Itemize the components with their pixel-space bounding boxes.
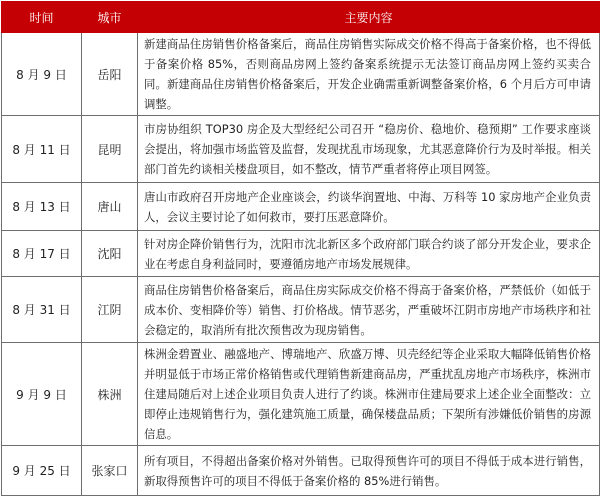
row-content: 针对房企降价销售行为，沈阳市沈北新区多个政府部门联合约谈了部分开发企业，要求企业在考虑自身利益同时，要遵循房地产市场发展规律。 bbox=[138, 231, 600, 277]
row-date: 8 月 17 日 bbox=[2, 231, 82, 277]
row-content: 唐山市政府召开房地产企业座谈会，约谈华润置地、中海、万科等 10 家房地产企业负责人，会议主要讨论了如何救市，要打压恶意降价。 bbox=[138, 183, 600, 231]
header-row bbox=[2, 2, 600, 33]
table-row bbox=[2, 183, 600, 231]
header-time: 时间 bbox=[2, 2, 82, 33]
row-city: 张家口 bbox=[82, 446, 138, 496]
table-row bbox=[2, 116, 600, 183]
row-content: 市房协组织 TOP30 房企及大型经纪公司召开 “稳房价、稳地价、稳预期” 工作要求座谈会提出，将加强市场监管及监督，发现扰乱市场现象，尤其恶意降价行为及时举报。相关部门首先约谈相关楼盘项目，如不整改，情节严重者将停止项目网签。 bbox=[138, 116, 600, 183]
row-city: 唐山 bbox=[82, 183, 138, 231]
row-date: 8 月 11 日 bbox=[2, 116, 82, 183]
row-date: 9 月 25 日 bbox=[2, 446, 82, 496]
row-content: 商品住房销售价格备案后，商品住房实际成交价格不得高于备案价格，严禁低价（如低于成本价、变相降价等）销售、打价格战。情节恶劣，严重破坏江阴市房地产市场秩序和社会稳定的，取消所有批次预售改为现房销售。 bbox=[138, 277, 600, 343]
row-city: 株洲 bbox=[82, 343, 138, 446]
policy-table bbox=[1, 1, 600, 496]
row-date: 8 月 13 日 bbox=[2, 183, 82, 231]
row-city: 江阴 bbox=[82, 277, 138, 343]
row-city: 昆明 bbox=[82, 116, 138, 183]
header-content: 主要内容 bbox=[138, 2, 600, 33]
row-content: 株洲金碧置业、融盛地产、博瑞地产、欣盛万博、贝壳经纪等企业采取大幅降低销售价格并明显低于市场正常价格销售或代理销售新建商品房，严重扰乱房地产市场秩序，株洲市住建局随后对上述企业项目负责人进行了约谈。株洲市住建局要求上述企业全面整改：立即停止违规销售行为，强化建筑施工质量，确保楼盘品质；下架所有涉嫌低价销售的房源信息。 bbox=[138, 343, 600, 446]
row-date: 9 月 9 日 bbox=[2, 343, 82, 446]
row-content: 所有项目，不得超出备案价格对外销售。已取得预售许可的项目不得低于成本进行销售，新取得预售许可的项目不得低于备案价格的 85%进行销售。 bbox=[138, 446, 600, 496]
table-row bbox=[2, 231, 600, 277]
row-date: 8 月 31 日 bbox=[2, 277, 82, 343]
table-row bbox=[2, 33, 600, 116]
row-date: 8 月 9 日 bbox=[2, 33, 82, 116]
row-city: 沈阳 bbox=[82, 231, 138, 277]
row-city: 岳阳 bbox=[82, 33, 138, 116]
row-content: 新建商品住房销售价格备案后，商品住房销售实际成交价格不得高于备案价格，也不得低于备案价格 85%，否则商品房网上签约备案系统提示无法签订商品房网上签约买卖合同。新建商品住房销售价格备案后，开发企业确需重新调整备案价格，6 个月后方可申请调整。 bbox=[138, 33, 600, 116]
header-city: 城市 bbox=[82, 2, 138, 33]
table-row bbox=[2, 446, 600, 496]
table-row bbox=[2, 277, 600, 343]
table-row bbox=[2, 343, 600, 446]
